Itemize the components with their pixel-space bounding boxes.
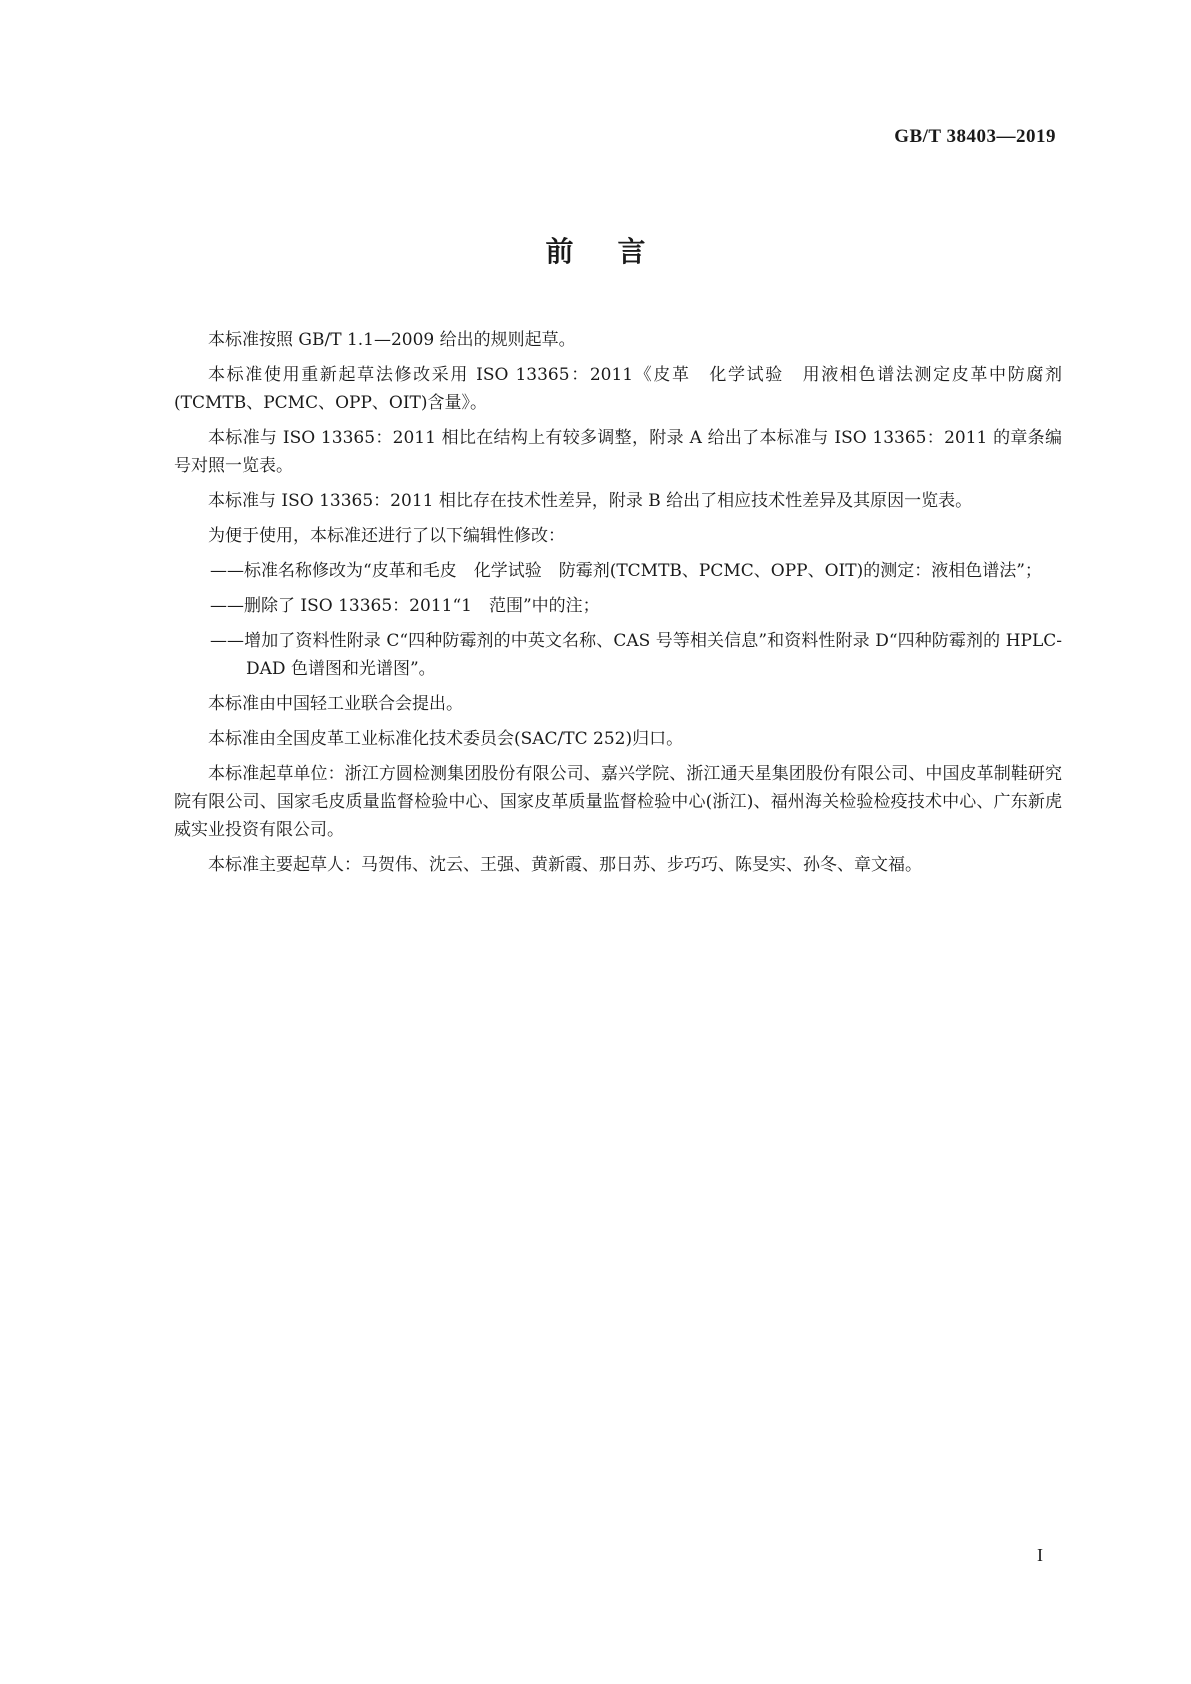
- document-body: [174, 326, 1062, 886]
- paragraph: 本标准由中国轻工业联合会提出。: [208, 694, 463, 714]
- paragraph: 本标准与 ISO 13365：2011 相比存在技术性差异，附录 B 给出了相应技术性差异及其原因一览表。: [208, 491, 973, 511]
- page-number: I: [1037, 1545, 1043, 1565]
- paragraph: 本标准主要起草人：马贺伟、沈云、王强、黄新霞、那日苏、步巧巧、陈旻实、孙冬、章文福。: [208, 855, 922, 875]
- paragraph: 本标准起草单位：浙江方圆检测集团股份有限公司、嘉兴学院、浙江通天星集团股份有限公司、中国皮革制鞋研究院有限公司、国家毛皮质量监督检验中心、国家皮革质量监督检验中心(浙江)、福州海关检验检疫技术中心、广东新虎威实业投资有限公司。: [174, 764, 1062, 840]
- paragraph: 本标准与 ISO 13365：2011 相比在结构上有较多调整，附录 A 给出了本标准与 ISO 13365：2011 的章条编号对照一览表。: [174, 428, 1062, 476]
- list-item: ——标准名称修改为“皮革和毛皮 化学试验 防霉剂(TCMTB、PCMC、OPP、OIT)的测定：液相色谱法”；: [210, 561, 1042, 581]
- list-item: ——增加了资料性附录 C“四种防霉剂的中英文名称、CAS 号等相关信息”和资料性附录 D“四种防霉剂的 HPLC-DAD 色谱图和光谱图”。: [210, 631, 1062, 679]
- list-item: ——删除了 ISO 13365：2011“1 范围”中的注；: [210, 596, 600, 616]
- paragraph: 为便于使用，本标准还进行了以下编辑性修改：: [208, 526, 565, 546]
- paragraph: 本标准由全国皮革工业标准化技术委员会(SAC/TC 252)归口。: [208, 729, 684, 749]
- page-title: 前言: [545, 235, 690, 268]
- standard-code: GB/T 38403—2019: [894, 126, 1056, 147]
- paragraph: 本标准按照 GB/T 1.1—2009 给出的规则起草。: [208, 330, 576, 350]
- paragraph: 本标准使用重新起草法修改采用 ISO 13365：2011《皮革 化学试验 用液相色谱法测定皮革中防腐剂(TCMTB、PCMC、OPP、OIT)含量》。: [174, 365, 1062, 413]
